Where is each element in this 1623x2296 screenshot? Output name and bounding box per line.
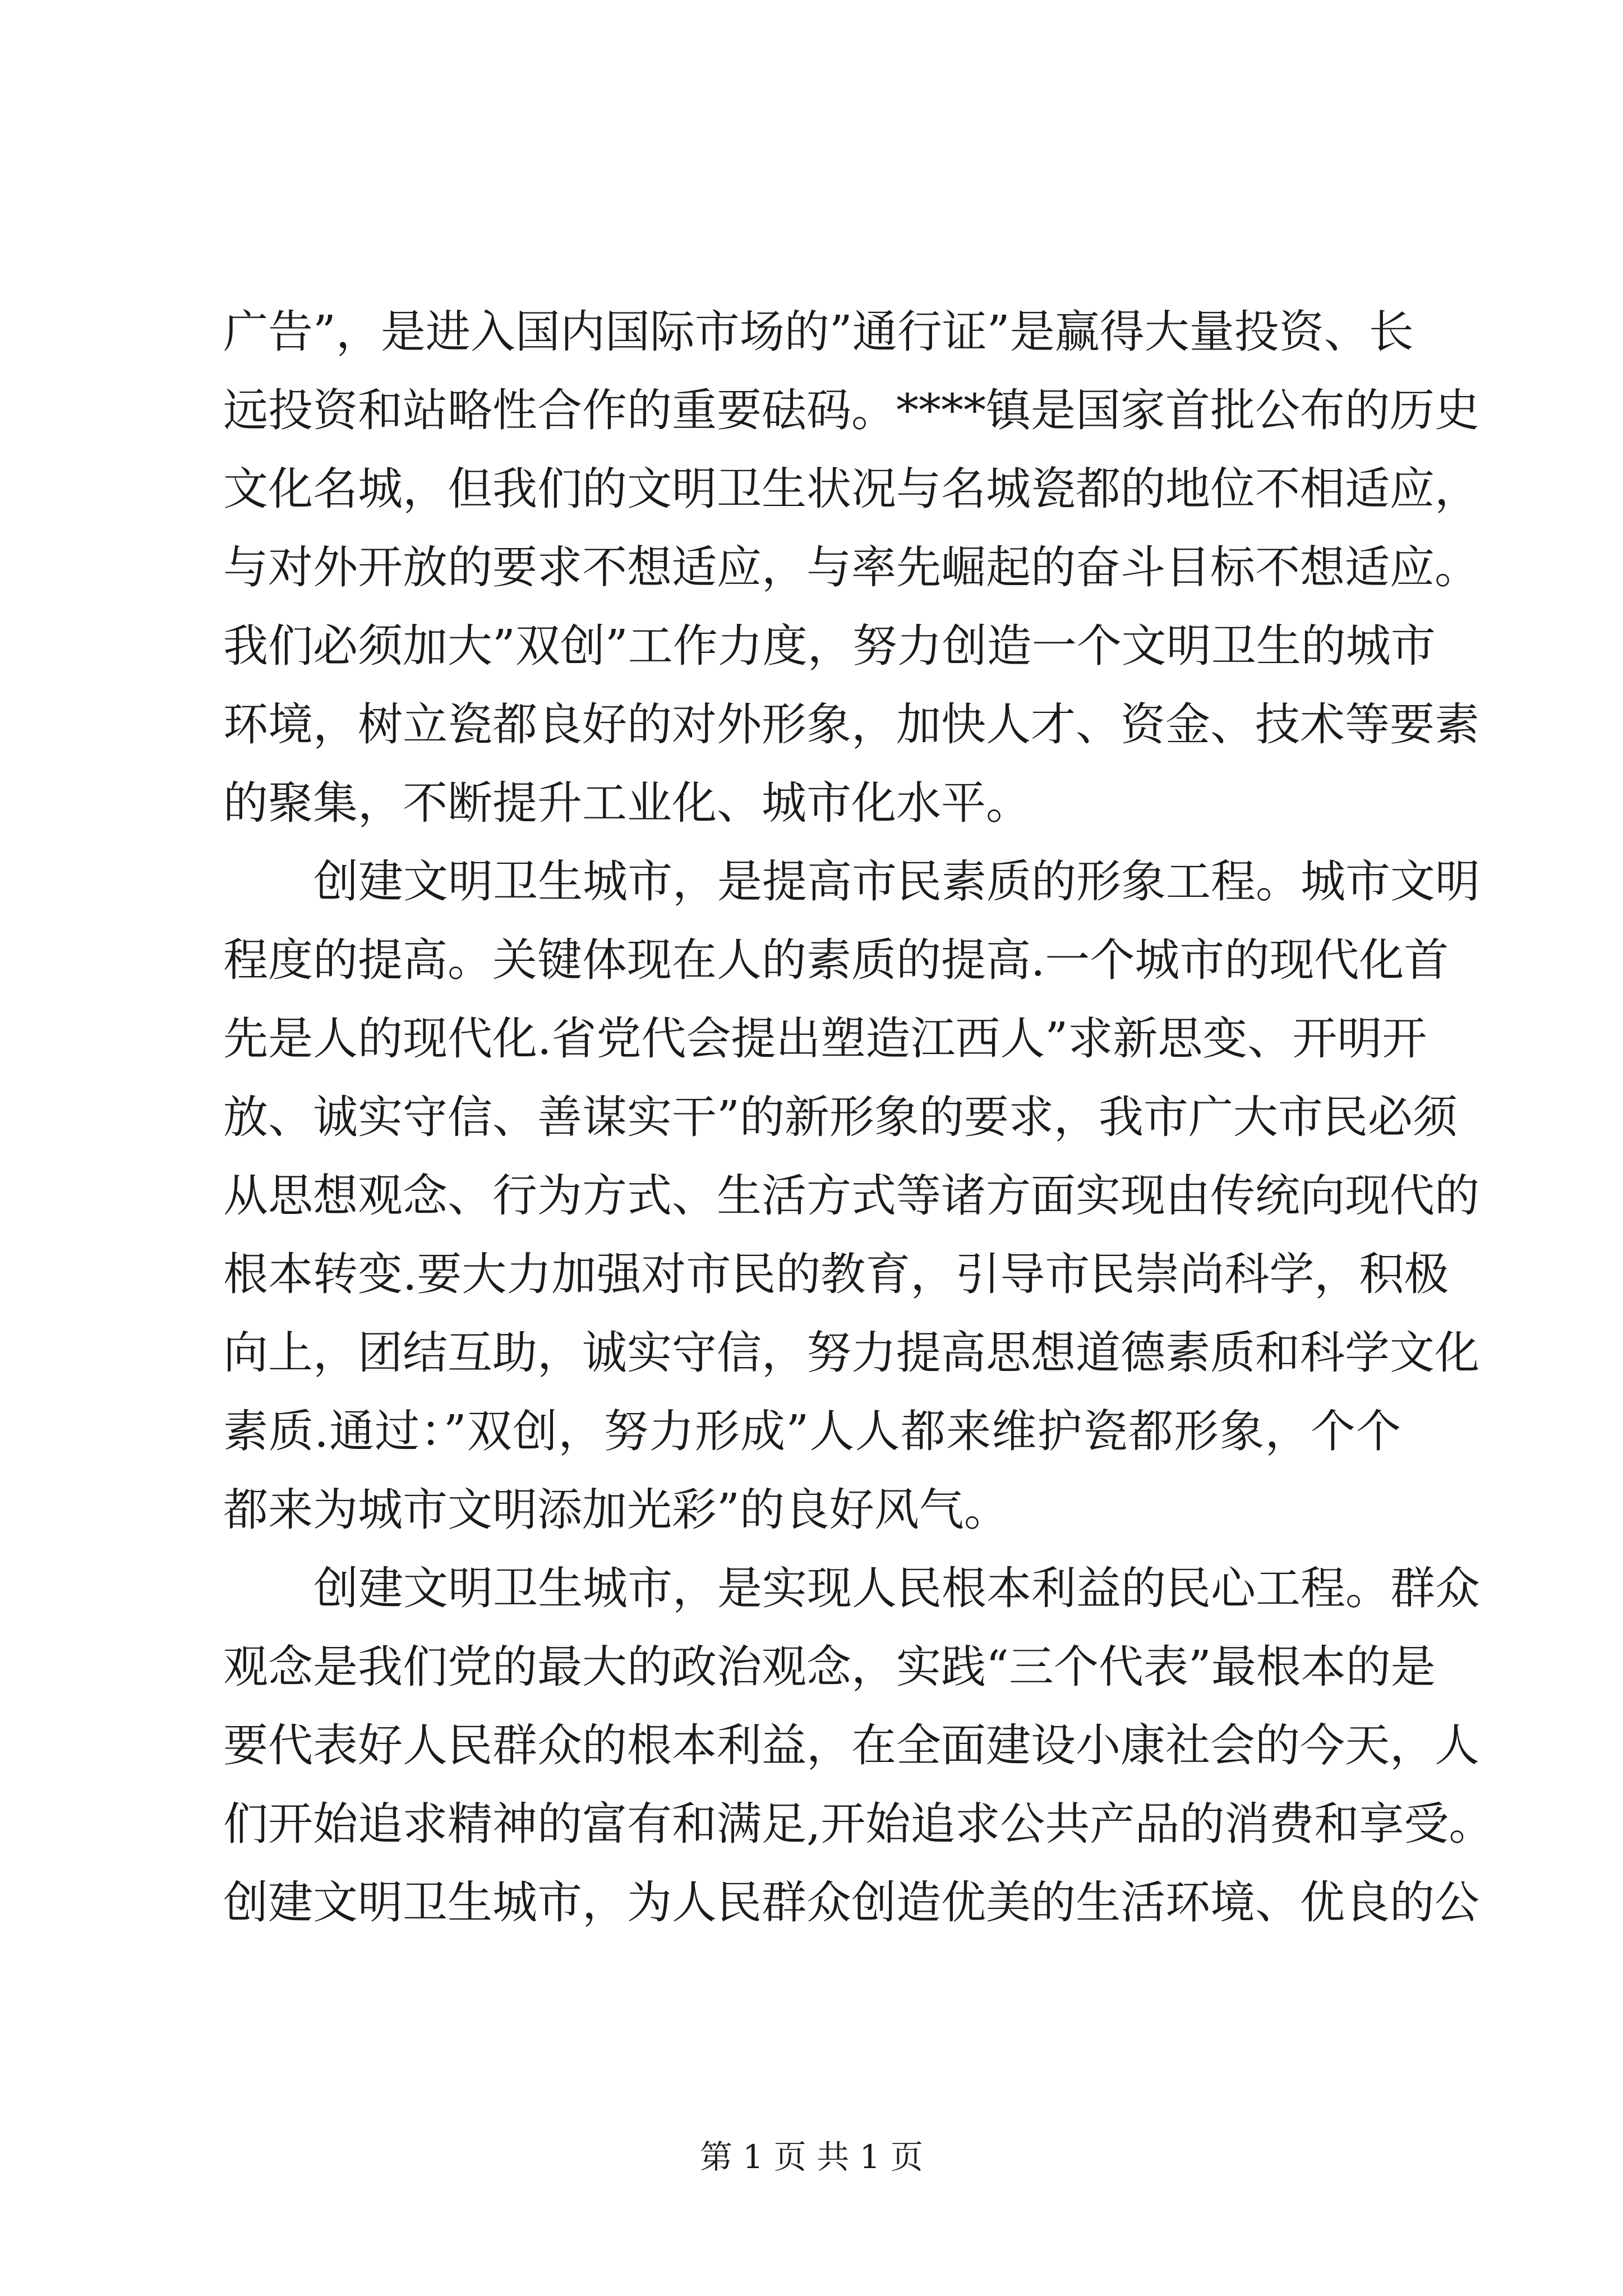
paragraph-1-line-6: 环境，树立瓷都良好的对外形象，加快人才、资金、技术等要素	[223, 698, 1479, 751]
paragraph-3-line-1: 创建文明卫生城市，是实现人民根本利益的民心工程。群众	[313, 1562, 1480, 1614]
paragraph-1-line-7: 的聚集，不断提升工业化、城市化水平。	[223, 777, 1031, 829]
paragraph-2-line-5: 从思想观念、行为方式、生活方式等诸方面实现由传统向现代的	[223, 1170, 1479, 1222]
paragraph-2-line-2: 程度的提高。关键体现在人的素质的提高.一个城市的现代化首	[223, 934, 1449, 986]
paragraph-3-line-5: 创建文明卫生城市，为人民群众创造优美的生活环境、优良的公	[223, 1876, 1479, 1929]
paragraph-2-line-9: 都来为城市文明添加光彩”的良好风气。	[223, 1484, 1009, 1536]
paragraph-2-line-6: 根本转变.要大力加强对市民的教育，引导市民崇尚科学，积极	[223, 1248, 1449, 1300]
paragraph-2-line-8: 素质.通过：”双创，努力形成”人人都来维护瓷都形象，个个	[223, 1405, 1401, 1457]
paragraph-1-line-3: 文化名城，但我们的文明卫生状况与名城瓷都的地位不相适应，	[223, 463, 1479, 515]
paragraph-1-line-5: 我们必须加大”双创”工作力度，努力创造一个文明卫生的城市	[223, 620, 1436, 672]
paragraph-3-line-4: 们开始追求精神的富有和满足,开始追求公共产品的消费和享受。	[223, 1798, 1494, 1850]
paragraph-1-line-4: 与对外开放的要求不想适应，与率先崛起的奋斗目标不想适应。	[223, 541, 1479, 593]
paragraph-2-line-4: 放、诚实守信、善谋实干”的新形象的要求，我市广大市民必须	[223, 1091, 1458, 1143]
paragraph-1-line-2: 远投资和站略性合作的重要砝码。****镇是国家首批公布的历史	[223, 384, 1479, 436]
paragraph-3-line-2: 观念是我们党的最大的政治观念，实践“三个代表”最根本的是	[223, 1641, 1436, 1693]
paragraph-2-line-1: 创建文明卫生城市，是提高市民素质的形象工程。城市文明	[313, 855, 1480, 908]
paragraph-1-line-1: 广告”，是进入国内国际市场的”通行证”是赢得大量投资、长	[223, 306, 1414, 358]
page-number-footer: 第 1 页 共 1 页	[700, 2138, 923, 2176]
paragraph-2-line-3: 先是人的现代化.省党代会提出塑造江西人”求新思变、开明开	[223, 1013, 1427, 1065]
document-body	[223, 293, 1494, 1942]
paragraph-2-line-7: 向上，团结互助，诚实守信，努力提高思想道德素质和科学文化	[223, 1327, 1479, 1379]
paragraph-3-line-3: 要代表好人民群众的根本利益，在全面建设小康社会的今天，人	[223, 1719, 1479, 1772]
